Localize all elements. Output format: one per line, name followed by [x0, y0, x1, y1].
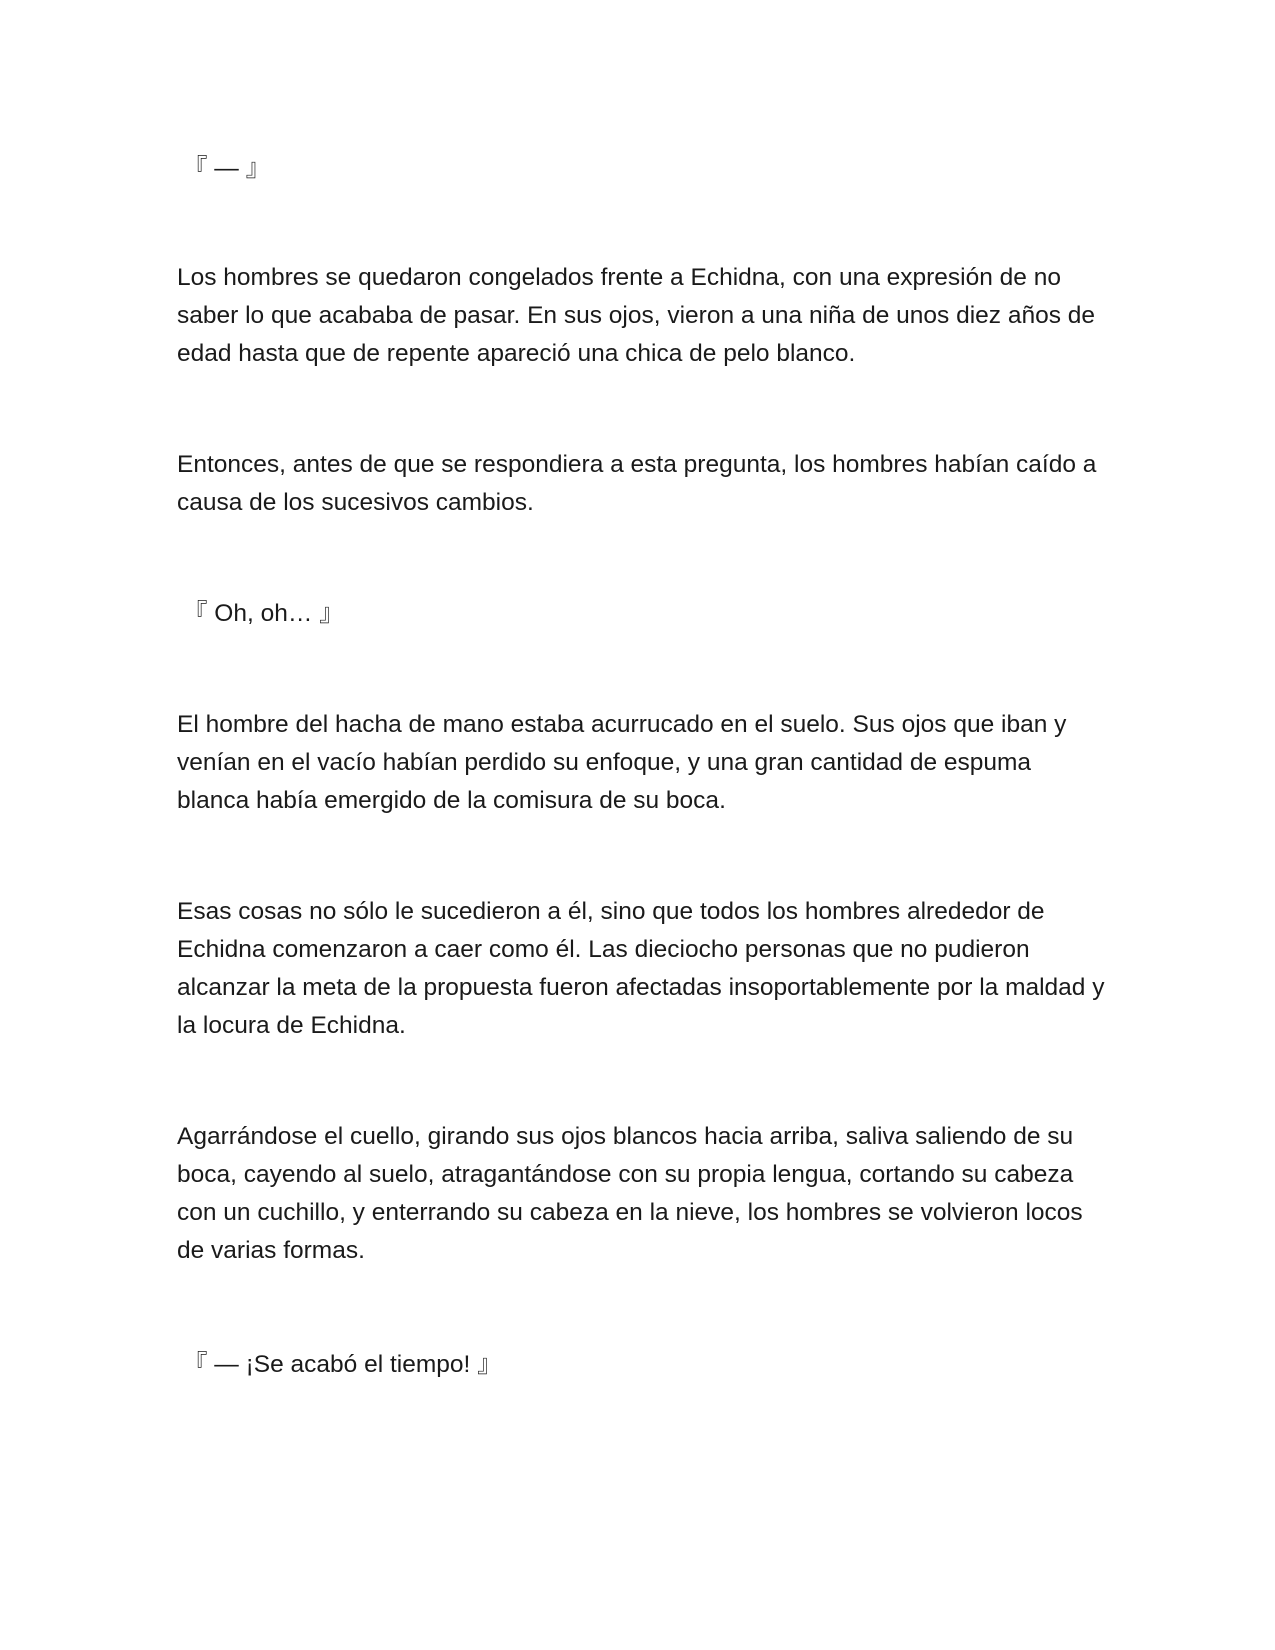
- dialogue-line: 『 Oh, oh… 』: [183, 600, 344, 627]
- paragraph: El hombre del hacha de mano estaba acurrucado en el suelo. Sus ojos que iban y venían en el vacío habían perdido su enfoque, y una gran cantidad de espuma blanca había emergido de la comisura de su boca.: [177, 711, 1067, 814]
- paragraph: Esas cosas no sólo le sucedieron a él, sino que todos los hombres alrededor de Echidna comenzaron a caer como él. Las dieciocho personas que no pudieron alcanzar la meta de la propuesta fueron afectadas insoportablemente por la maldad y la locura de Echidna.: [177, 898, 1105, 1039]
- dialogue-line: 『 — ¡Se acabó el tiempo! 』: [183, 1351, 502, 1378]
- paragraph: Los hombres se quedaron congelados frente a Echidna, con una expresión de no saber lo que acababa de pasar. En sus ojos, vieron a una niña de unos diez años de edad hasta que de repente apareció una chica de pelo blanco.: [177, 264, 1096, 367]
- paragraph: Entonces, antes de que se respondiera a esta pregunta, los hombres habían caído a causa de los sucesivos cambios.: [177, 451, 1097, 516]
- dialogue-line: 『 — 』: [183, 155, 271, 182]
- paragraph: Agarrándose el cuello, girando sus ojos blancos hacia arriba, saliva saliendo de su boca, cayendo al suelo, atragantándose con su propia lengua, cortando su cabeza con un cuchillo, y enterrando su cabeza en la nieve, los hombres se volvieron locos de varias formas.: [177, 1123, 1083, 1264]
